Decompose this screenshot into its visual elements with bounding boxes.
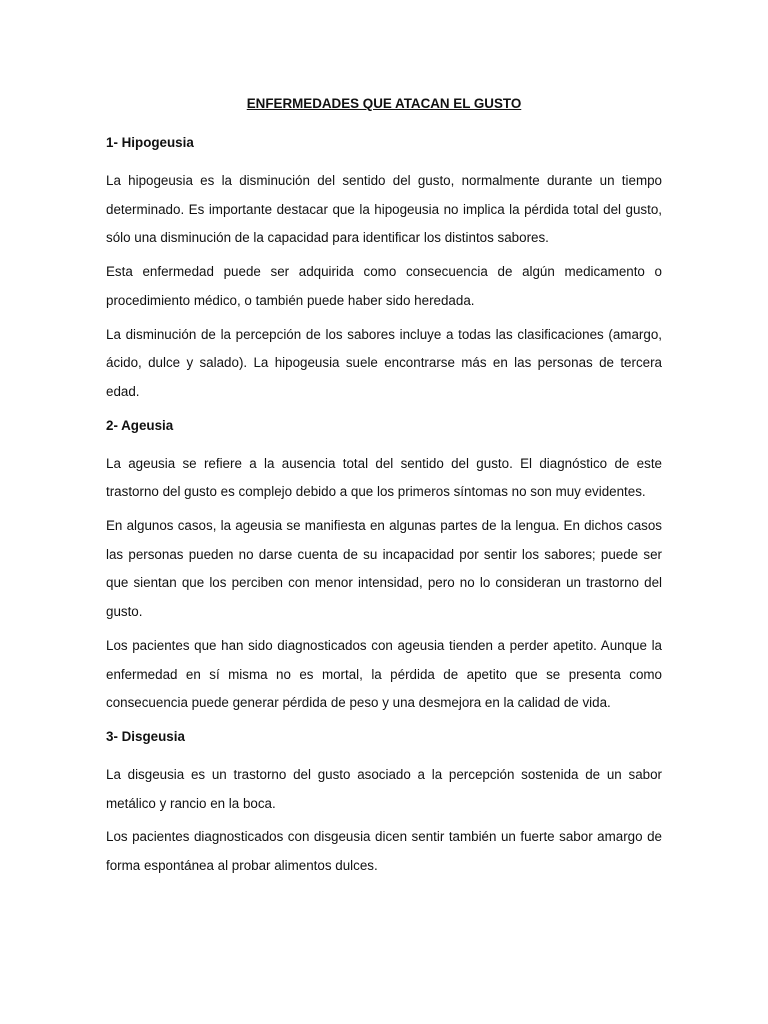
paragraph: La disminución de la percepción de los sabores incluye a todas las clasificaciones (amargo, ácido, dulce y salado). La hipogeusia suele encontrarse más en las personas de tercera edad. (106, 326, 662, 399)
section-ageusia (106, 417, 662, 718)
section-hipogeusia (106, 134, 662, 407)
paragraph: La ageusia se refiere a la ausencia total del sentido del gusto. El diagnóstico de este trastorno del gusto es complejo debido a que los primeros síntomas no son muy evidentes. (106, 455, 662, 500)
section-disgeusia (106, 728, 662, 881)
section-heading: 2- Ageusia (106, 417, 174, 433)
paragraph: La hipogeusia es la disminución del sentido del gusto, normalmente durante un tiempo determinado. Es importante destacar que la hipogeusia no implica la pérdida total del gusto, sólo una disminución de la capacidad para identificar los distintos sabores. (106, 173, 662, 246)
paragraph: Los pacientes que han sido diagnosticados con ageusia tienden a perder apetito. Aunque la enfermedad en sí misma no es mortal, la pérdida de apetito que se presenta como consecuencia puede generar pérdida de peso y una desmejora en la calidad de vida. (106, 637, 662, 711)
paragraph: Esta enfermedad puede ser adquirida como consecuencia de algún medicamento o procedimiento médico, o también puede haber sido heredada. (106, 264, 662, 308)
paragraph: En algunos casos, la ageusia se manifiesta en algunas partes de la lengua. En dichos casos las personas pueden no darse cuenta de su incapacidad por sentir los sabores; puede ser que sientan que los perciben con menor intensidad, pero no lo consideran un trastorno del gusto. (106, 518, 662, 620)
paragraph: Los pacientes diagnosticados con disgeusia dicen sentir también un fuerte sabor amargo de forma espontánea al probar alimentos dulces. (106, 829, 662, 874)
document-title: ENFERMEDADES QUE ATACAN EL GUSTO (246, 96, 522, 111)
paragraph: La disgeusia es un trastorno del gusto asociado a la percepción sostenida de un sabor metálico y rancio en la boca. (106, 766, 662, 811)
section-heading: 3- Disgeusia (106, 728, 185, 744)
section-heading: 1- Hipogeusia (106, 135, 194, 150)
